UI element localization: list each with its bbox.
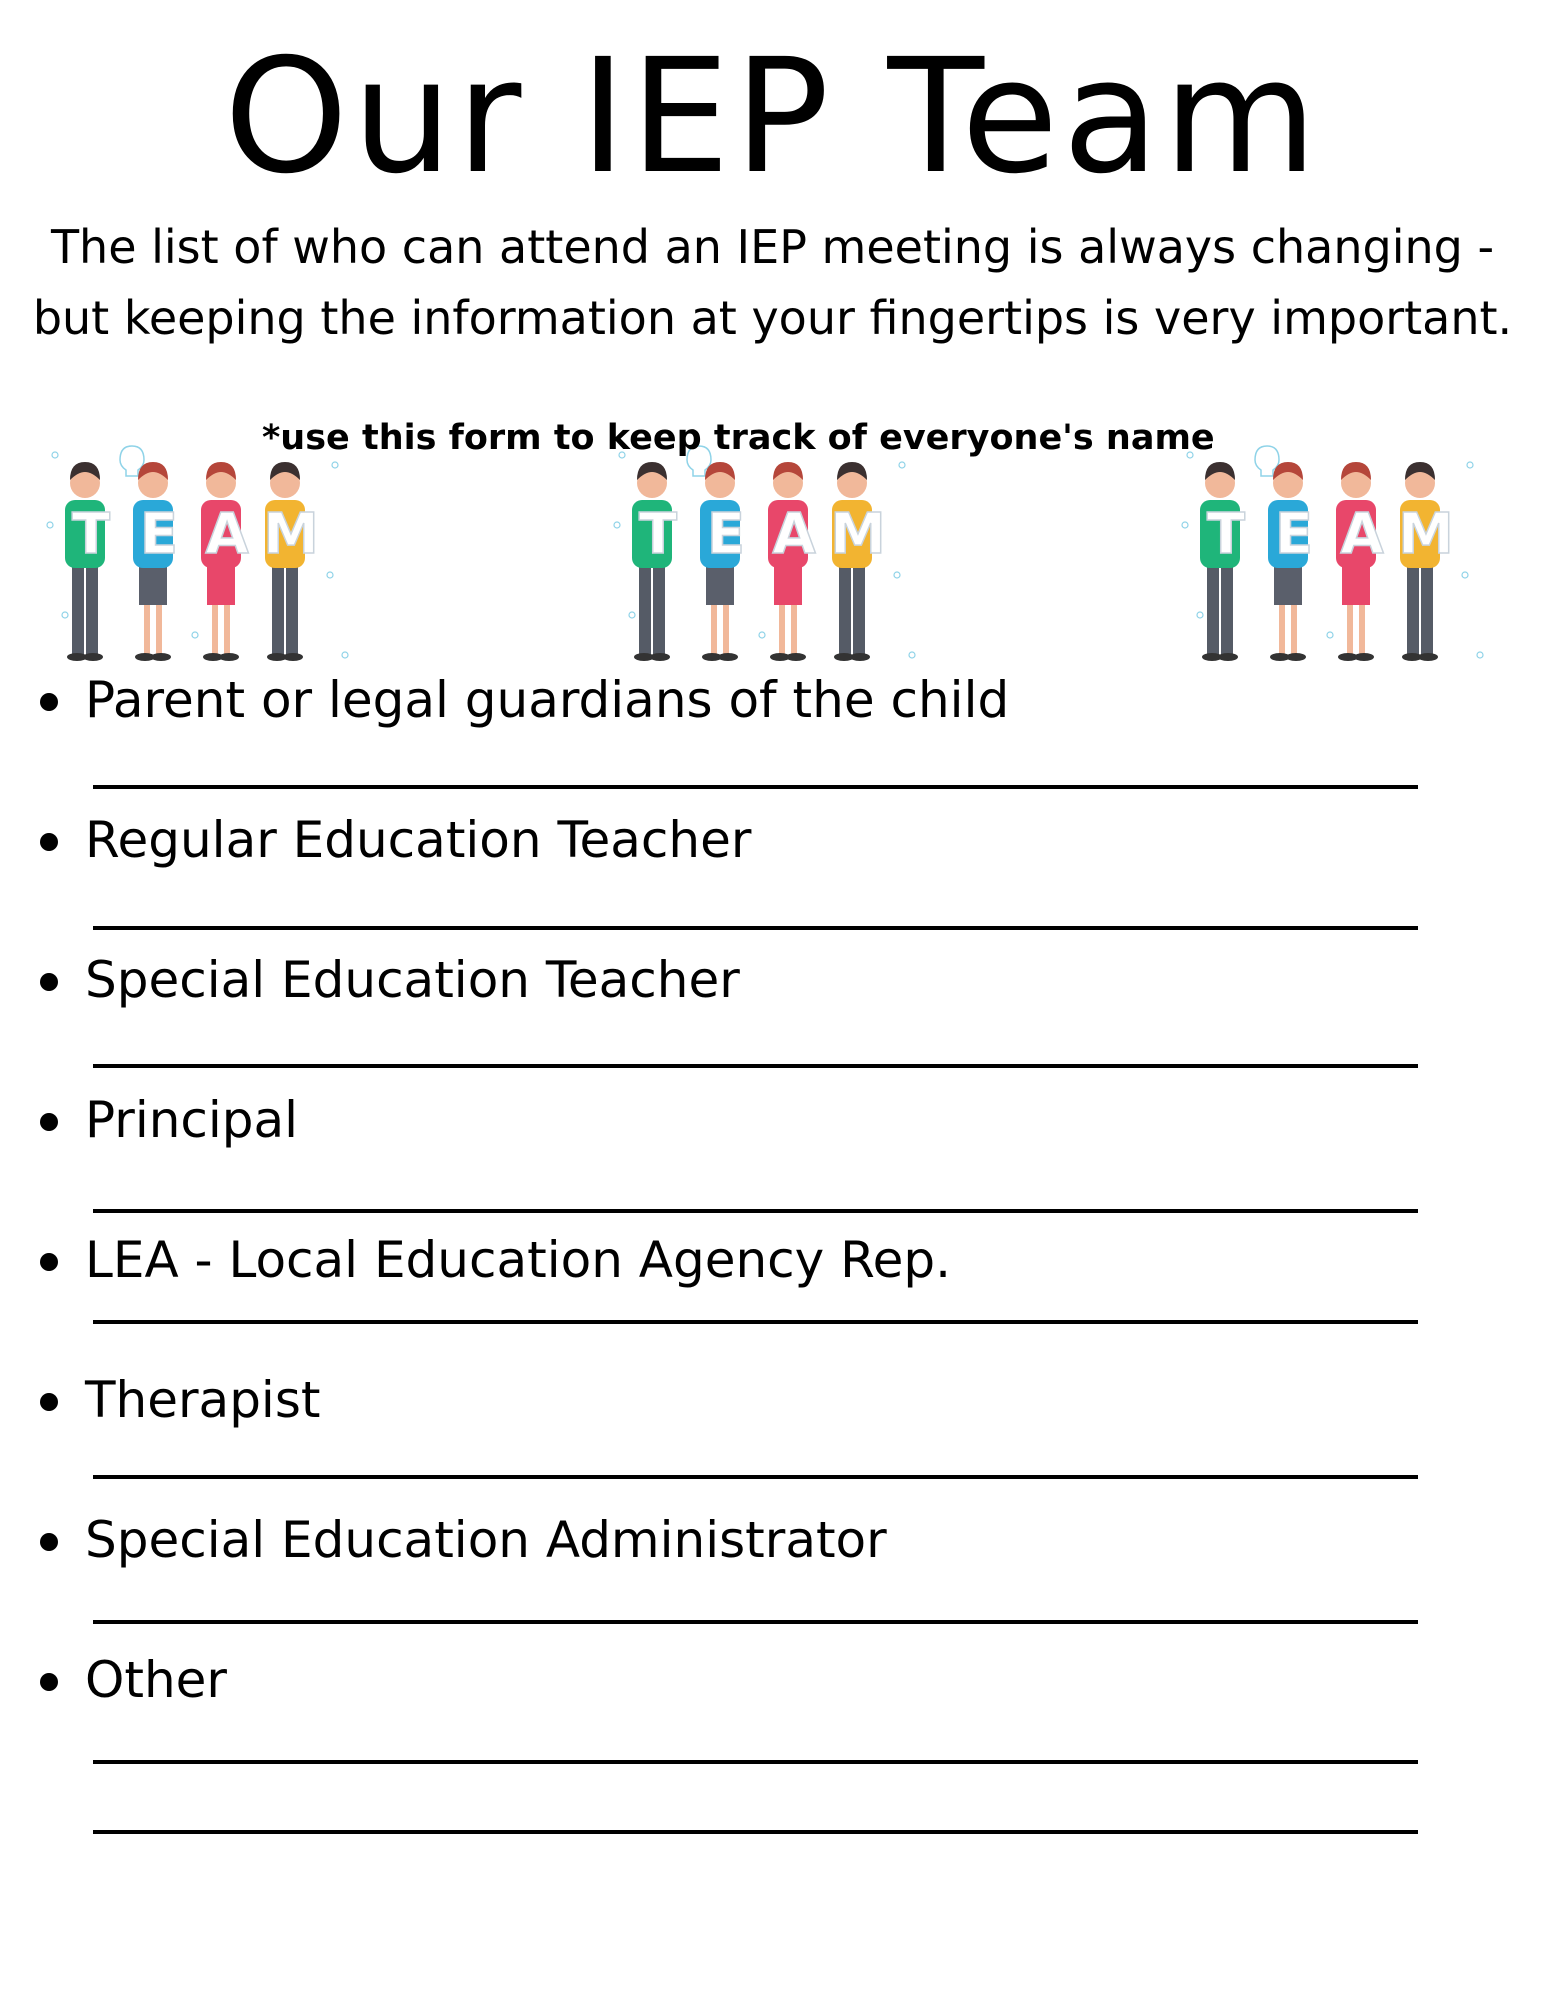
form-note: *use this form to keep track of everyone's name <box>262 418 1215 458</box>
role-item-therapist <box>0 1360 1545 1500</box>
svg-text:T: T <box>1206 502 1246 567</box>
bullet-icon <box>40 833 58 851</box>
name-line[interactable] <box>93 1209 1418 1213</box>
svg-text:E: E <box>139 502 179 567</box>
role-label: Special Education Administrator <box>85 1511 887 1569</box>
bullet-icon <box>40 1533 58 1551</box>
role-label: Regular Education Teacher <box>85 811 752 869</box>
role-item-principal <box>0 1080 1545 1220</box>
svg-text:A: A <box>205 502 249 567</box>
role-item-special-teacher <box>0 940 1545 1080</box>
role-item-sped-admin <box>0 1500 1545 1640</box>
role-item-other <box>0 1640 1545 1780</box>
page-title: Our IEP Team <box>223 25 1322 209</box>
svg-text:M: M <box>830 502 886 567</box>
bullet-icon <box>40 1253 58 1271</box>
name-line[interactable] <box>93 1475 1418 1479</box>
team-illustration <box>45 425 355 675</box>
name-line[interactable] <box>93 1760 1418 1764</box>
role-label: Therapist <box>85 1371 321 1429</box>
team-illustration <box>1180 425 1490 675</box>
svg-text:E: E <box>706 502 746 567</box>
intro-text: The list of who can attend an IEP meeting is always changing - but keeping the information at your fingertips is very important. <box>32 220 1513 345</box>
team-illustration <box>612 425 922 675</box>
svg-text:A: A <box>772 502 816 567</box>
name-line[interactable] <box>93 785 1418 789</box>
name-line[interactable] <box>93 1830 1418 1834</box>
bullet-icon <box>40 1393 58 1411</box>
role-label: Parent or legal guardians of the child <box>85 671 1010 729</box>
svg-text:T: T <box>638 502 678 567</box>
name-line[interactable] <box>93 926 1418 930</box>
bullet-icon <box>40 973 58 991</box>
role-item-parent <box>0 660 1545 800</box>
role-label: Special Education Teacher <box>85 951 740 1009</box>
role-label: Other <box>85 1651 227 1709</box>
role-item-lea <box>0 1220 1545 1360</box>
name-line[interactable] <box>93 1064 1418 1068</box>
svg-text:E: E <box>1274 502 1314 567</box>
svg-text:A: A <box>1340 502 1384 567</box>
bullet-icon <box>40 1113 58 1131</box>
name-line[interactable] <box>93 1320 1418 1324</box>
svg-text:M: M <box>1398 502 1454 567</box>
name-line[interactable] <box>93 1620 1418 1624</box>
bullet-icon <box>40 1673 58 1691</box>
role-item-regular-teacher <box>0 800 1545 940</box>
svg-text:T: T <box>71 502 111 567</box>
bullet-icon <box>40 693 58 711</box>
role-label: LEA - Local Education Agency Rep. <box>85 1231 952 1289</box>
svg-text:M: M <box>263 502 319 567</box>
role-label: Principal <box>85 1091 299 1149</box>
